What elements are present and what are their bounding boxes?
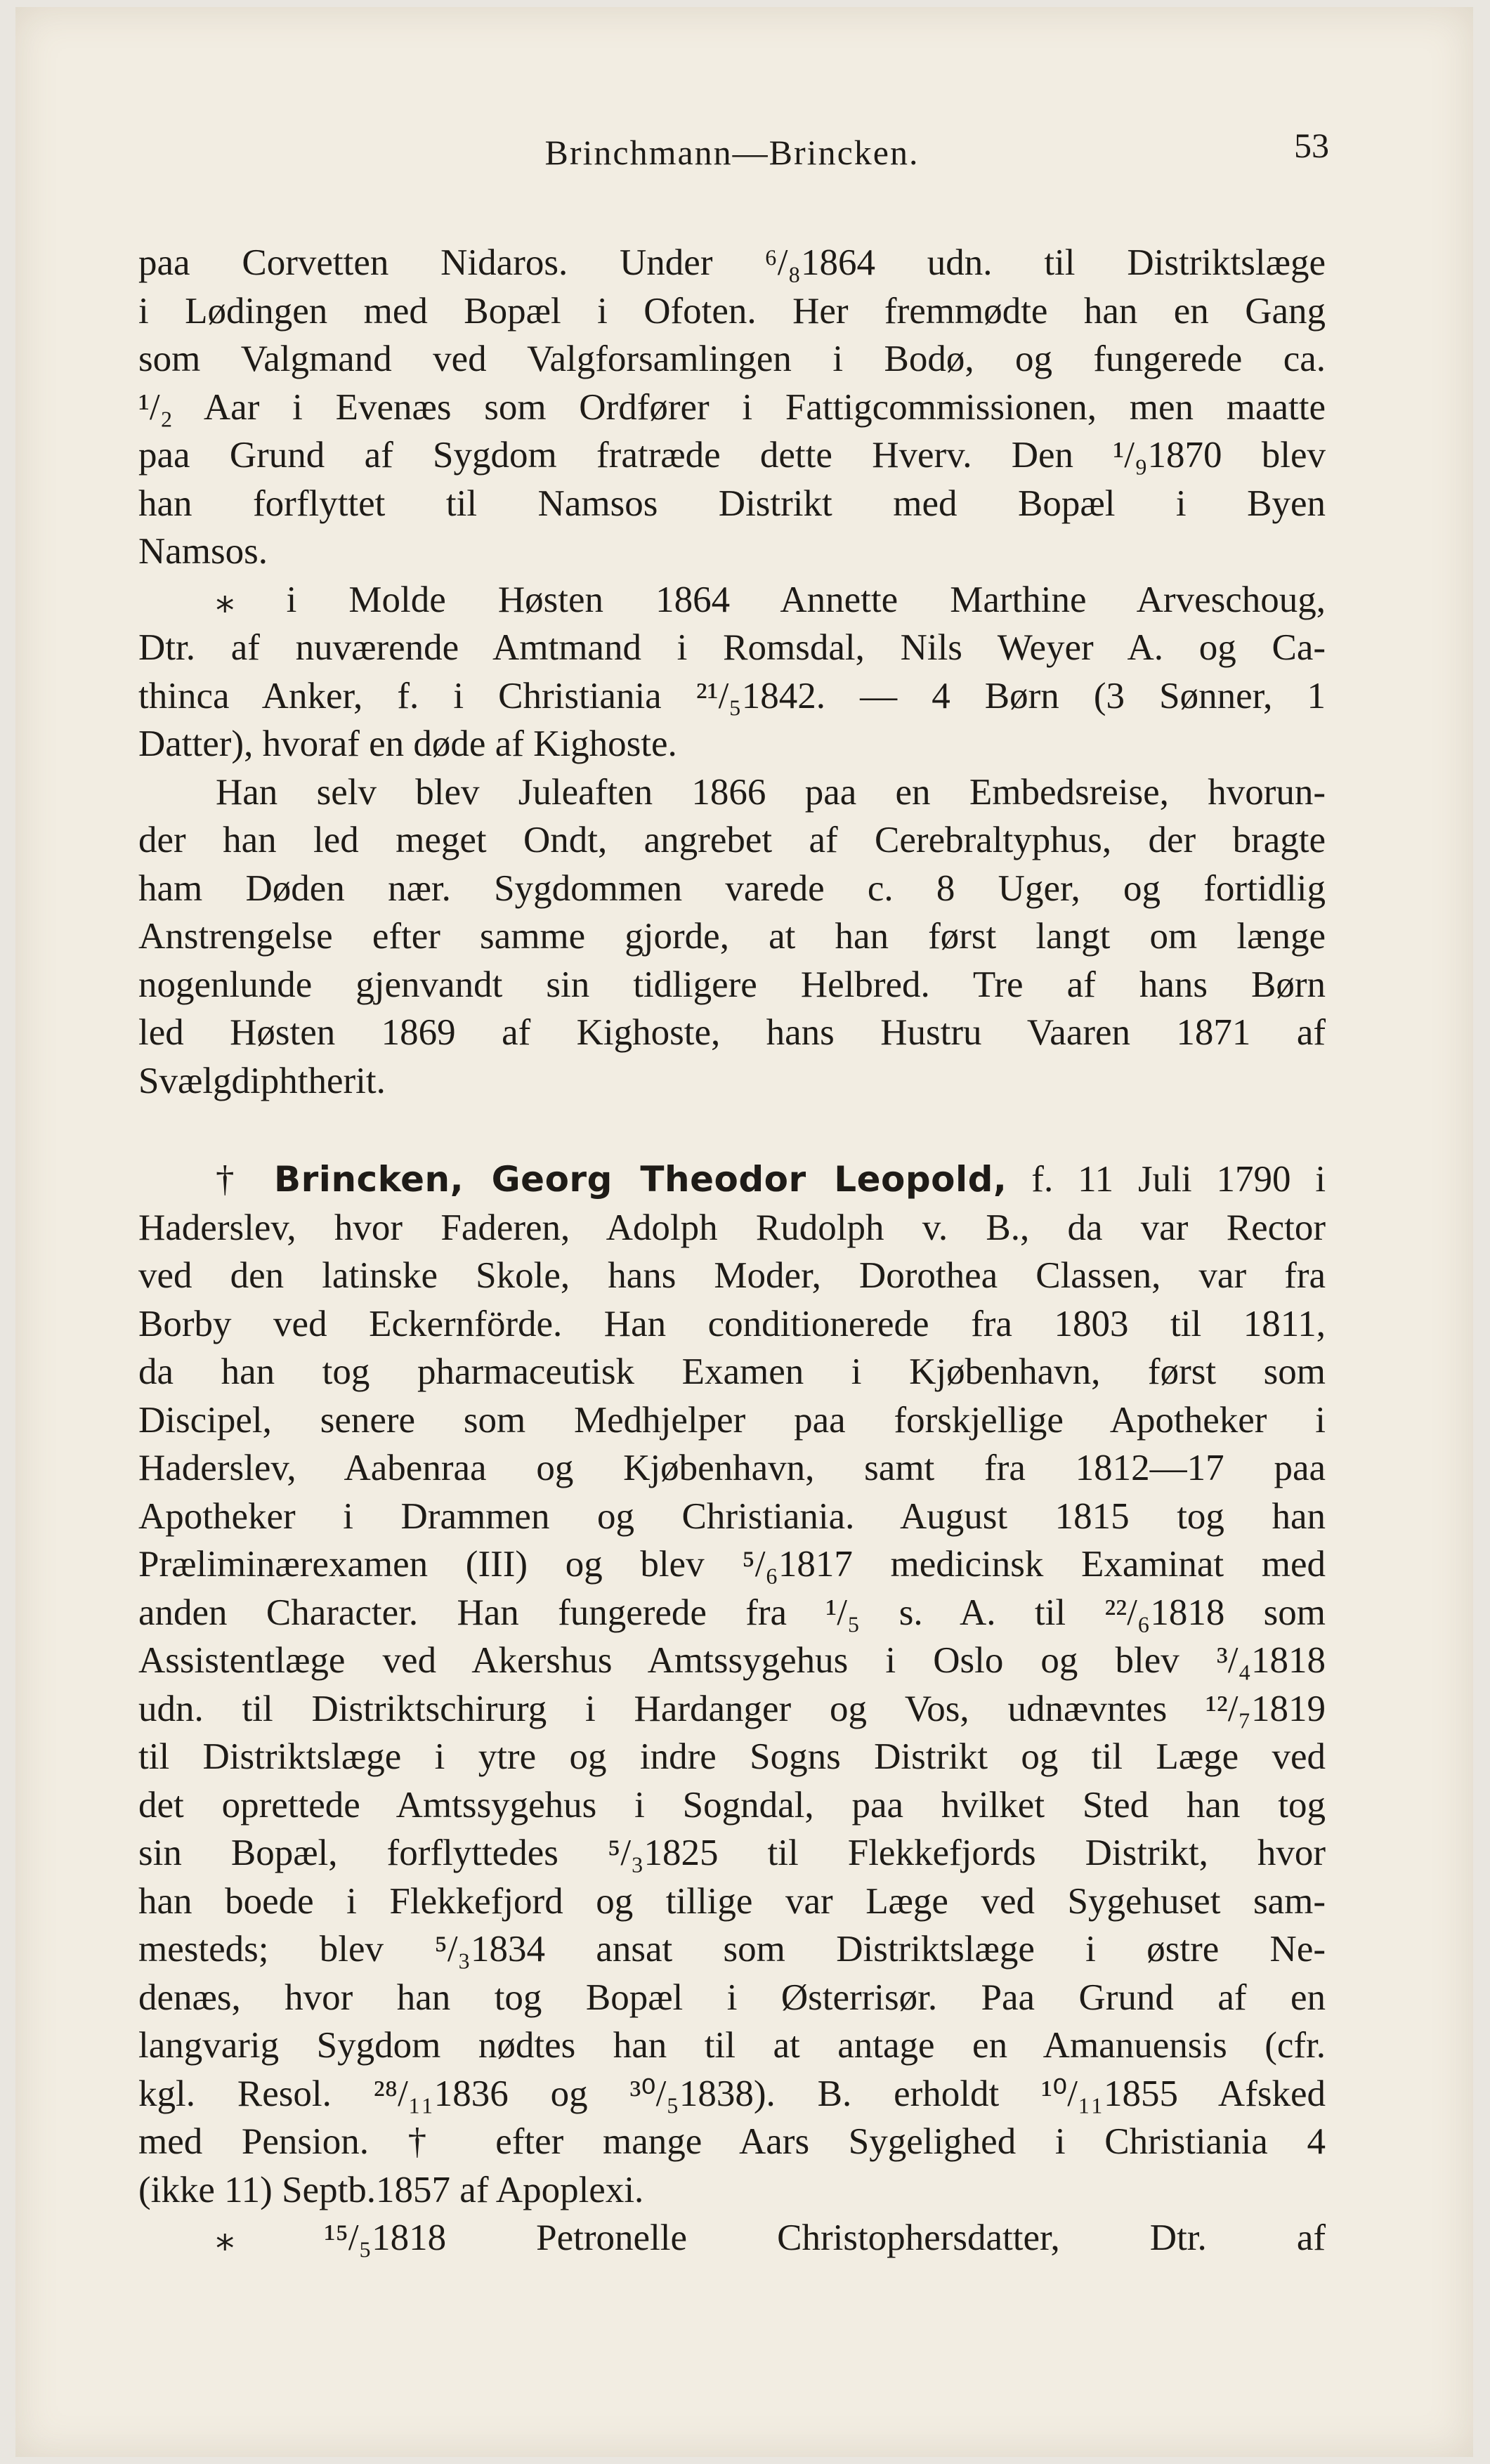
dagger-symbol: † [216,1159,250,1200]
text-line: ham Døden nær. Sygdommen varede c. 8 Uger, og fortidlig [138,867,1326,909]
text-line: Discipel, senere som Medhjelper paa forskjellige Apotheker i [138,1399,1326,1441]
running-title: Brinchmann—Brincken. [544,133,920,172]
text-line: han boede i Flekkefjord og tillige var Læge ved Sygehuset sam- [138,1880,1326,1922]
heading-line-rest: f. 11 Juli 1790 i [1031,1159,1326,1200]
text-line: i Lødingen med Bopæl i Ofoten. Her fremmødte han en Gang [138,290,1326,332]
text-line: der han led meget Ondt, angrebet af Cerebraltyphus, der bragte [138,820,1326,860]
running-header [138,112,1329,190]
text-line: Haderslev, hvor Faderen, Adolph Rudolph v. B., da var Rector [138,1207,1326,1248]
text-line: Haderslev, Aabenraa og Kjøbenhavn, samt fra 1812—17 paa [138,1448,1326,1488]
text-line: ved den latinske Skole, hans Moder, Dorothea Classen, var fra [138,1255,1326,1296]
text-line: Namsos. [138,531,268,572]
text-line: han forflyttet til Namsos Distrikt med Bopæl i Byen [138,483,1326,524]
text-line: paa Grund af Sygdom fratræde dette Hverv. Den ¹/₉1870 blev [138,435,1326,476]
text-line: Svælgdiphtherit. [138,1060,386,1101]
entry-separator [138,1105,1326,1155]
text-line: denæs, hvor han tog Bopæl i Østerrisør. Paa Grund af en [138,1977,1326,2018]
text-line: Apotheker i Drammen og Christiania. August 1815 tog han [138,1495,1326,1537]
text-line: med Pension. † efter mange Aars Sygelighed i Christiania 4 [138,2121,1326,2162]
text-line: som Valgmand ved Valgforsamlingen i Bodø, og fungerede ca. [138,339,1326,379]
text-line: da han tog pharmaceutisk Examen i Kjøbenhavn, først som [138,1351,1326,1392]
text-line: led Høsten 1869 af Kighoste, hans Hustru Vaaren 1871 af [138,1012,1326,1053]
text-line: kgl. Resol. ²⁸/₁₁1836 og ³⁰/₅1838). B. erholdt ¹⁰/₁₁1855 Afsked [138,2073,1326,2114]
text-line: thinca Anker, f. i Christiania ²¹/₅1842. — 4 Børn (3 Sønner, 1 [138,675,1326,716]
page-number: 53 [1294,126,1329,165]
text-line: paa Corvetten Nidaros. Under ⁶/₈1864 udn. til Distriktslæge [138,242,1326,283]
text-line: Dtr. af nuværende Amtmand i Romsdal, Nils Weyer A. og Ca- [138,627,1326,668]
text-line: Anstrengelse efter samme gjorde, at han først langt om længe [138,916,1326,957]
text-line: Assistentlæge ved Akershus Amtssygehus i Oslo og blev ³/₄1818 [138,1640,1326,1681]
text-line: ¹/₂ Aar i Evenæs som Ordfører i Fattigcommissionen, men maatte [138,386,1326,428]
text-line: sin Bopæl, forflyttedes ⁵/₃1825 til Flekkefjords Distrikt, hvor [138,1833,1326,1873]
text-line: til Distriktslæge i ytre og indre Sogns Distrikt og til Læge ved [138,1736,1326,1777]
text-line: (ikke 11) Septb.1857 af Apoplexi. [138,2169,644,2210]
text-line: anden Character. Han fungerede fra ¹/₅ s. A. til ²²/₆1818 som [138,1592,1326,1633]
scanned-page [15,7,1473,2457]
marriage-line: ⁎ ¹⁵/₅1818 Petronelle Christophersdatter, Dtr. af [216,2217,1326,2258]
text-line: udn. til Distriktschirurg i Hardanger og Vos, udnævntes ¹²/₇1819 [138,1688,1326,1729]
text-line: Datter), hvoraf en døde af Kighoste. [138,723,677,764]
page-content [138,112,1329,2262]
text-line: Borby ved Eckernförde. Han conditionerede fra 1803 til 1811, [138,1303,1326,1344]
text-line: langvarig Sygdom nødtes han til at antage en Amanuensis (cfr. [138,2025,1326,2066]
text-line: Han selv blev Juleaften 1866 paa en Embedsreise, hvorun- [216,771,1326,813]
text-line: nogenlunde gjenvandt sin tidligere Helbred. Tre af hans Børn [138,964,1326,1005]
text-line: mesteds; blev ⁵/₃1834 ansat som Distriktslæge i østre Ne- [138,1929,1326,1970]
entry-headword: Brincken, Georg Theodor Leopold, [274,1159,1007,1200]
entry-heading-line [138,1155,1326,1204]
marriage-line: ⁎ i Molde Høsten 1864 Annette Marthine Arveschoug, [216,579,1326,620]
text-line: Præliminærexamen (III) og blev ⁵/₆1817 medicinsk Examinat med [138,1544,1326,1585]
text-line: det oprettede Amtssygehus i Sogndal, paa hvilket Sted han tog [138,1784,1326,1826]
entry-brinchmann-continuation [138,239,1326,2262]
